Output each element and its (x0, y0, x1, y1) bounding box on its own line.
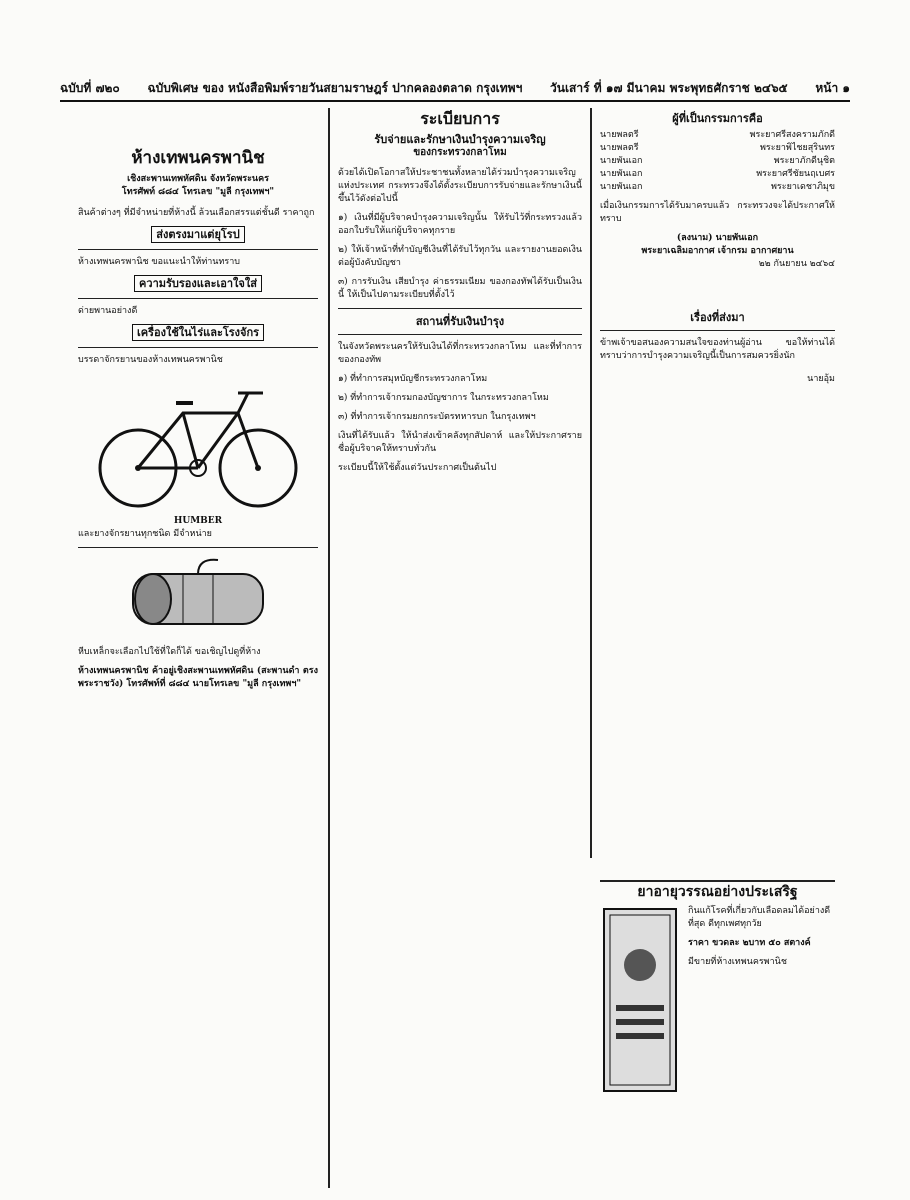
regulation-paragraph: เงินที่ได้รับแล้ว ให้นำส่งเข้าคลังทุกสัปดาห์ และให้ประกาศรายชื่อผู้บริจาคให้ทราบทั่วกัน (338, 431, 582, 454)
regulation-paragraph: ๑) เงินที่มีผู้บริจาคบำรุงความเจริญนั้น ให้รับไว้ที่กระทรวงแล้วออกใบรับให้แก่ผู้บริจาคทุกราย (338, 213, 582, 236)
member-role: นายพันเอก (600, 156, 643, 166)
member-role: นายพันเอก (600, 182, 643, 192)
divider (338, 308, 582, 309)
ad-text-1: สินค้าต่างๆ ที่มีจำหน่ายที่ห้างนี้ ล้วนเลือกสรรแต่ชั้นดี ราคาถูก (78, 208, 315, 218)
regulation-paragraph: ๒) ให้เจ้าหน้าที่ทำบัญชีเงินที่ได้รับไว้ทุกวัน และรายงานยอดเงินต่อผู้บังคับบัญชา (338, 245, 582, 268)
middle-column (338, 109, 582, 481)
ad-box-2: ความรับรองและเอาใจใส่ (134, 275, 262, 292)
medicine-box-illustration (600, 905, 680, 1095)
left-column (78, 112, 318, 697)
divider (338, 334, 582, 335)
page-number: หน้า ๑ (815, 81, 850, 95)
medicine-ad-where: มีขายที่ห้างเทพนครพานิช (688, 957, 787, 967)
medicine-ad (600, 880, 835, 1095)
masthead (60, 76, 850, 102)
signature-rank: (ลงนาม) นายพันเอก (676, 233, 759, 243)
divider (78, 298, 318, 299)
committee-member (600, 168, 835, 181)
committee-list (600, 129, 835, 194)
right-column (600, 112, 835, 386)
member-name: พระยาศรีชัยนฤเบศร (756, 169, 835, 179)
regulation-paragraph: ๓) การรับเงิน เสียบำรุง ค่าธรรมเนียม ของกองทัพได้รับเป็นเงินนี้ ให้เป็นไปตามระเบียบที่ตั้งไว้ (338, 277, 582, 300)
bike-after-text: และยางจักรยานทุกชนิด มีจำหน่าย (78, 529, 212, 539)
committee-member (600, 155, 835, 168)
regulation-department: ของกระทรวงกลาโหม (413, 147, 507, 158)
regulation-paragraph: ในจังหวัดพระนครให้รับเงินได้ที่กระทรวงกลาโหม และที่ทำการของกองทัพ (338, 342, 582, 365)
regulation-paragraph: ๓) ที่ทำการเจ้ากรมยกกระบัตรทหารบก ในกรุงเทพฯ (338, 412, 536, 422)
regulation-paragraph: ๒) ที่ทำการเจ้ากรมกองบัญชาการ ในกระทรวงกลาโหม (338, 393, 549, 403)
divider (600, 330, 835, 331)
committee-title: ผู้ที่เป็นกรรมการคือ (672, 112, 763, 125)
section-heading: สถานที่รับเงินบำรุง (415, 315, 505, 328)
ad-text-2: ห้างเทพนครพานิช ขอแนะนำให้ท่านทราบ (78, 257, 240, 267)
column-rule-left (328, 108, 330, 1188)
signature-date: ๒๒ กันยายน ๒๔๖๔ (758, 259, 835, 269)
committee-member (600, 181, 835, 194)
regulation-subtitle: รับจ่ายและรักษาเงินบำรุงความเจริญ (374, 133, 546, 146)
safe-ad-text: หีบเหล็กจะเลือกไปใช้ที่ใดก็ได้ ขอเชิญไปดูที่ห้าง (78, 647, 261, 657)
regulation-paragraph: ระเบียบนี้ให้ใช้ตั้งแต่วันประกาศเป็นต้นไป (338, 463, 497, 473)
shop-subtitle: เชิงสะพานเทพหัศดิน จังหวัดพระนคร (127, 174, 269, 184)
notice-signature: นายอุ้ม (807, 374, 835, 384)
ad-box-3: เครื่องใช้ในไร่และโรงจักร (132, 324, 264, 341)
shop-footer: ห้างเทพนครพานิช ค้าอยู่เชิงสะพานเทพหัศดิน (สะพานดำ ตรงพระราชวัง) โทรศัพท์ที่ ๘๘๔ นายโทรเลข "มูลี กรุงเทพฯ" (78, 666, 318, 689)
paper-name: ฉบับพิเศษ ของ หนังสือพิมพ์รายวันสยามราษฎร์ ปากคลองตลาด กรุงเทพฯ (147, 81, 523, 95)
regulation-paragraph: ด้วยได้เปิดโอกาสให้ประชาชนทั้งหลายได้ร่วมบำรุงความเจริญแห่งประเทศ กระทรวงจึงได้ตั้งระเบียบการรับจ่ายและรักษาเงินนี้ขึ้นไว้ดังต่อไปนี้ (338, 168, 582, 204)
member-name: พระยาศรีสงครามภักดี (749, 130, 835, 140)
committee-notice: เมื่อเงินกรรมการได้รับมาครบแล้ว กระทรวงจะได้ประกาศให้ทราบ (600, 201, 835, 224)
column-rule-right (590, 108, 592, 858)
shop-title: ห้างเทพนครพานิช (131, 148, 265, 168)
divider (78, 249, 318, 250)
member-role: นายพลตรี (600, 130, 639, 140)
safe-illustration (123, 554, 273, 644)
ad-text-3: ด่ายพานอย่างดี (78, 306, 138, 316)
divider (78, 547, 318, 548)
notice-body: ข้าพเจ้าขอสนองความสนใจของท่านผู้อ่าน ขอให้ท่านได้ทราบว่าการบำรุงความเจริญนี้เป็นการสมควรยิ่งนัก (600, 338, 835, 361)
issue-number: ฉบับที่ ๗๒๐ (60, 81, 120, 95)
shop-phone: โทรศัพท์ ๘๘๔ โทรเลข "มูลี กรุงเทพฯ" (121, 187, 275, 197)
bike-brand-label: HUMBER (173, 516, 223, 526)
issue-date: วันเสาร์ ที่ ๑๗ มีนาคม พระพุทธศักราช ๒๔๖๕ (550, 81, 788, 95)
member-name: พระยาเดชาภิมุข (770, 182, 835, 192)
regulation-title: ระเบียบการ (420, 109, 500, 128)
divider (78, 347, 318, 348)
notice-title: เรื่องที่ส่งมา (690, 311, 745, 324)
committee-member (600, 142, 835, 155)
medicine-ad-title: ยาอายุวรรณอย่างประเสริฐ (637, 884, 798, 900)
bicycle-illustration (88, 373, 308, 513)
bike-caption: บรรดาจักรยานของห้างเทพนครพานิช (78, 355, 223, 365)
committee-member (600, 129, 835, 142)
regulation-paragraph: ๑) ที่ทำการสมุหบัญชีกระทรวงกลาโหม (338, 374, 488, 384)
signature-name: พระยาเฉลิมอากาศ เจ้ากรม อากาศยาน (641, 246, 794, 256)
member-name: พระยาพิไชยสุรินทร (759, 143, 835, 153)
member-name: พระยาภักดีนุชิต (773, 156, 835, 166)
member-role: นายพันเอก (600, 169, 643, 179)
member-role: นายพลตรี (600, 143, 639, 153)
medicine-ad-body: กินแก้โรคที่เกี่ยวกับเลือดลมได้อย่างดีที่สุด ดีทุกเพศทุกวัย (688, 906, 831, 929)
medicine-ad-price: ราคา ขวดละ ๒บาท ๕๐ สตางค์ (688, 938, 811, 948)
ad-box-1: ส่งตรงมาแต่ยุโรป (151, 226, 244, 243)
